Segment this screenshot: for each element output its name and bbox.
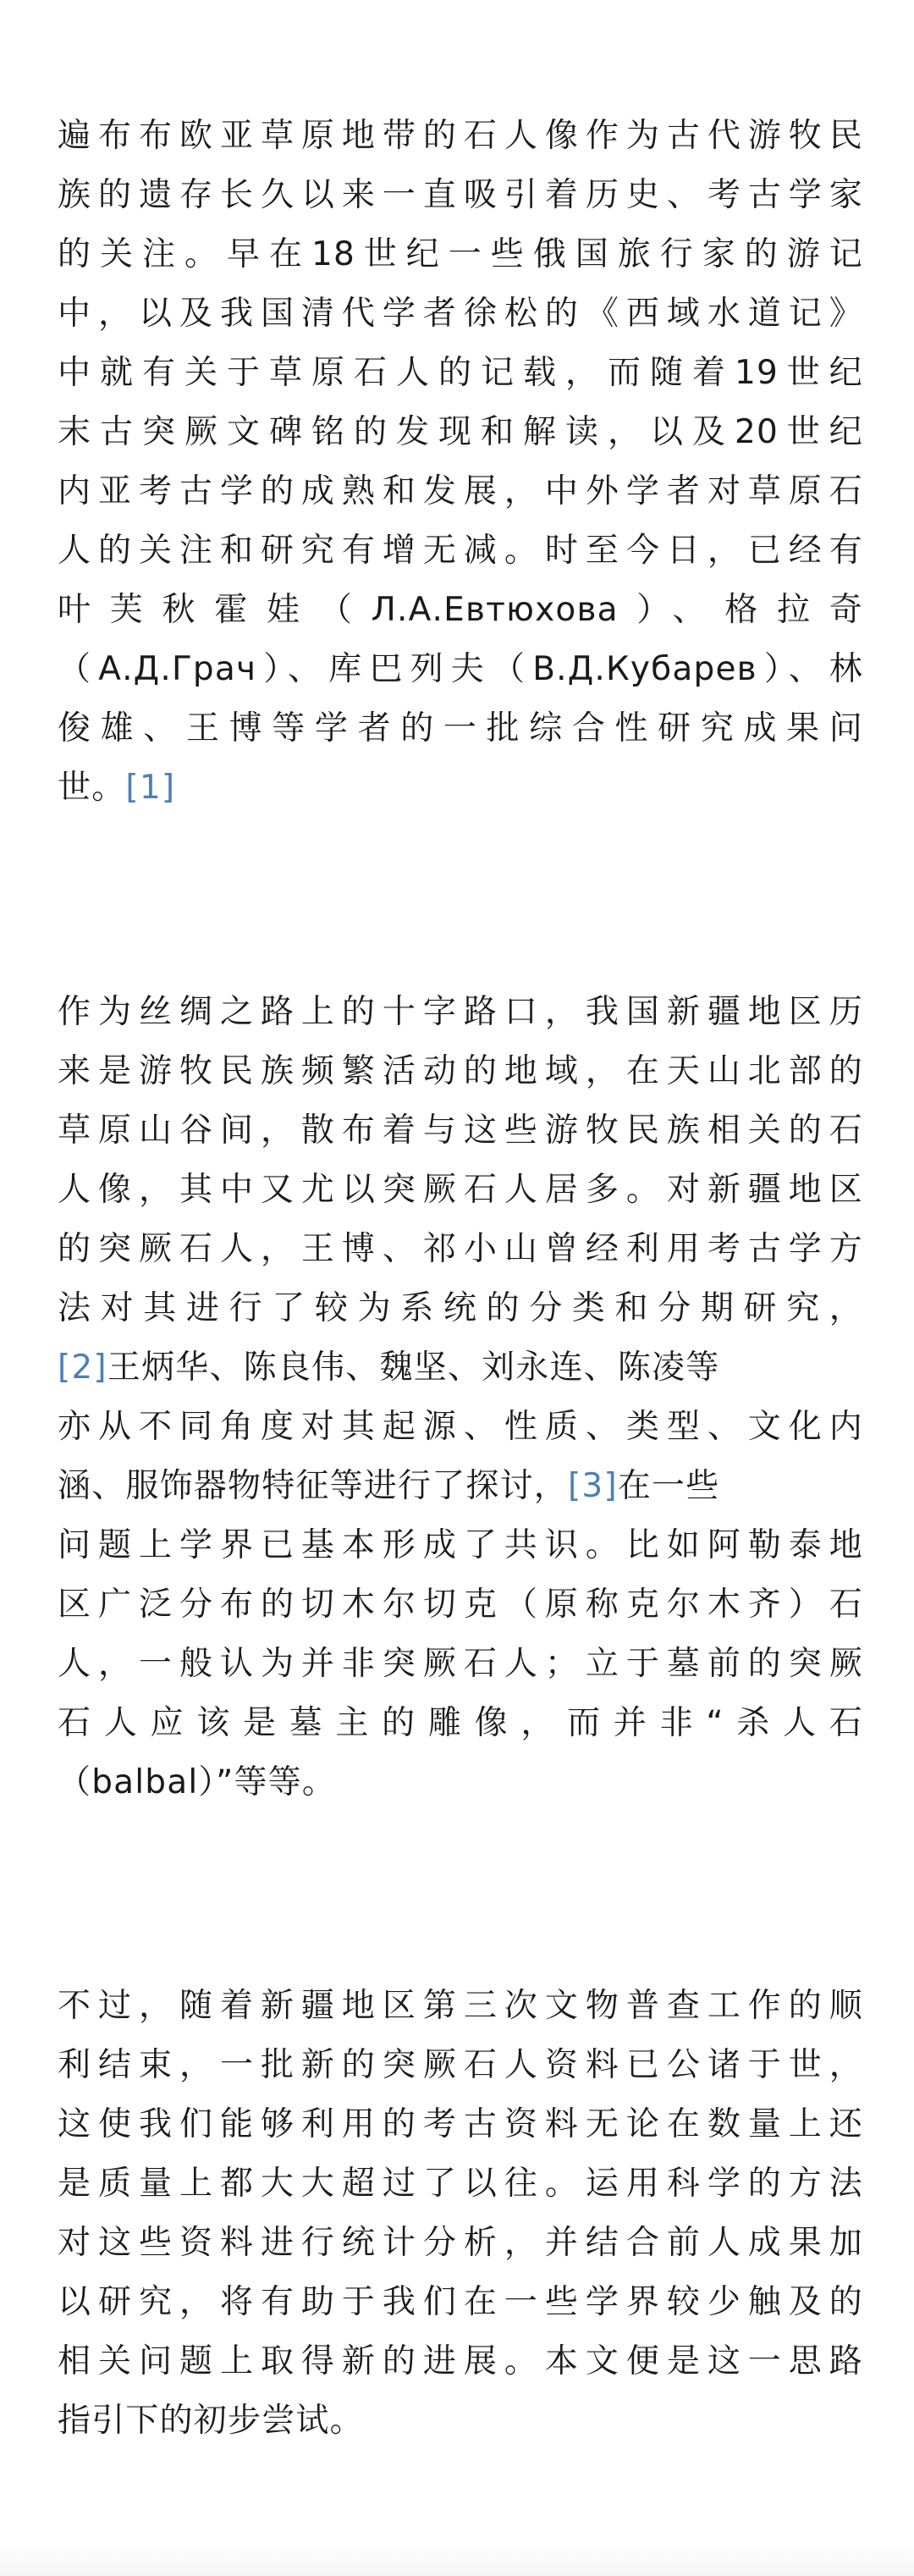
paragraph-1: [58, 107, 863, 818]
text-line: 以研究，将有助于我们在一些学界较少触及的: [58, 2283, 863, 2321]
bottom-fade: [0, 2542, 914, 2576]
text-line: 中，以及我国清代学者徐松的《西域水道记》: [58, 295, 863, 333]
text-line: 作为丝绸之路上的十字路口，我国新疆地区历: [58, 993, 863, 1031]
text-line: 相关问题上取得新的进展。本文便是这一思路: [58, 2342, 863, 2380]
text-segment: 世。: [58, 769, 126, 807]
paragraph-3: [58, 1977, 863, 2451]
text-line: 来是游牧民族频繁活动的地域，在天山北部的: [58, 1052, 863, 1090]
citation-link-1[interactable]: [1]: [125, 769, 176, 807]
text-line: 的突厥石人，王博、祁小山曾经利用考古学方: [58, 1230, 863, 1268]
text-segment: 王炳华、陈良伟、魏坚、刘永连、陈凌等: [107, 1349, 720, 1387]
text-line: （balbal）”等等。: [58, 1763, 337, 1801]
text-line: 人像，其中又尤以突厥石人居多。对新疆地区: [58, 1171, 863, 1209]
text-line: 人的关注和研究有增无减。时至今日，已经有: [58, 532, 863, 570]
text-line: 问题上学界已基本形成了共识。比如阿勒泰地: [58, 1526, 863, 1564]
text-line: 末古突厥文碑铭的发现和解读，以及20世纪: [58, 413, 863, 451]
text-line: 叶芙秋霍娃（Л.А.Евтюхова）、格拉奇: [58, 591, 863, 629]
text-line: [58, 1457, 863, 1516]
text-line: 不过，随着新疆地区第三次文物普查工作的顺: [58, 1987, 863, 2025]
text-line: 法对其进行了较为系统的分类和分期研究，: [58, 1289, 863, 1327]
text-line: 中就有关于草原石人的记载，而随着19世纪: [58, 354, 863, 392]
citation-link-2[interactable]: [2]: [58, 1349, 107, 1387]
text-line: 的关注。早在18世纪一些俄国旅行家的游记: [58, 235, 863, 273]
text-segment: 在一些: [617, 1467, 720, 1505]
text-line: 这使我们能够利用的考古资料无论在数量上还: [58, 2105, 863, 2143]
text-line: 是质量上都大大超过了以往。运用科学的方法: [58, 2165, 863, 2203]
text-line: 对这些资料进行统计分析，并结合前人成果加: [58, 2224, 863, 2262]
text-line: 俊雄、王博等学者的一批综合性研究成果问: [58, 709, 863, 747]
text-line: 石人应该是墓主的雕像，而并非“杀人石: [58, 1704, 863, 1742]
text-segment: 涵、服饰器物特征等进行了探讨，: [58, 1467, 569, 1505]
text-line: 族的遗存长久以来一直吸引着历史、考古学家: [58, 176, 863, 214]
paragraph-2: [58, 983, 863, 1812]
citation-link-3[interactable]: [3]: [568, 1467, 618, 1505]
text-line: 遍布布欧亚草原地带的石人像作为古代游牧民: [58, 117, 863, 155]
text-line: [58, 758, 863, 818]
text-line: 人，一般认为并非突厥石人；立于墓前的突厥: [58, 1645, 863, 1683]
text-line: 利结束，一批新的突厥石人资料已公诸于世，: [58, 2046, 863, 2084]
text-line: 内亚考古学的成熟和发展，中外学者对草原石: [58, 472, 863, 510]
text-line: （А.Д.Грач）、库巴列夫（В.Д.Кубарев）、林: [58, 650, 863, 688]
text-line: 指引下的初步尝试。: [58, 2402, 364, 2440]
text-line: [58, 1338, 863, 1398]
text-line: 区广泛分布的切木尔切克（原称克尔木齐）石: [58, 1586, 863, 1624]
text-line: 草原山谷间，散布着与这些游牧民族相关的石: [58, 1111, 863, 1150]
text-line: 亦从不同角度对其起源、性质、类型、文化内: [58, 1408, 863, 1446]
